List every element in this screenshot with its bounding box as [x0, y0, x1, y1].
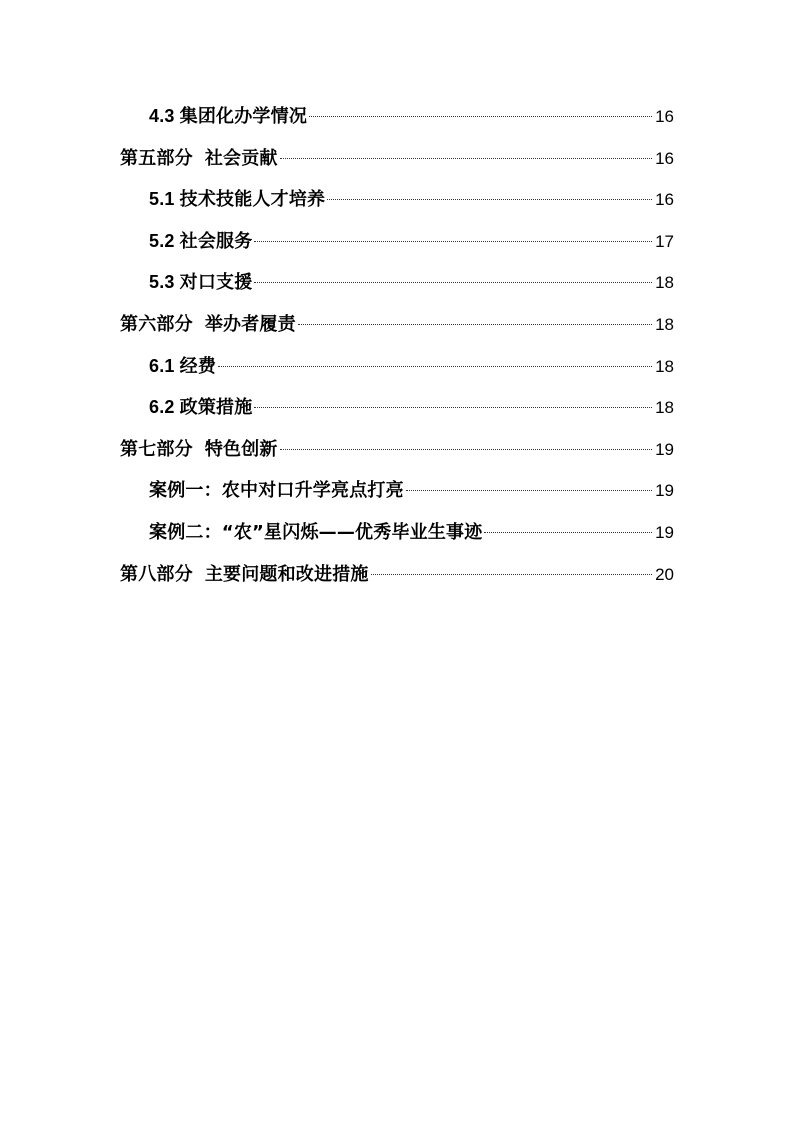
toc-entry-title: [149, 179, 325, 221]
toc-page-number: 16: [655, 190, 674, 210]
toc-entry-5-3[interactable]: [0, 262, 793, 304]
toc-entry-text: 社会贡献: [204, 147, 278, 169]
toc-entry-title: [120, 304, 296, 346]
toc-page-number: 19: [655, 522, 674, 542]
toc-entry-text: 政策措施: [179, 397, 253, 419]
toc-entry-title: [149, 96, 307, 138]
toc-dot-leader: [254, 406, 652, 408]
toc-dot-leader: [254, 240, 652, 242]
toc-page-number: 19: [655, 481, 674, 501]
toc-entry-5-2[interactable]: [0, 221, 793, 263]
toc-entry-title: [149, 470, 404, 512]
toc-dot-leader: [298, 323, 652, 325]
toc-entry-6-1[interactable]: [0, 346, 793, 388]
toc-entry-text: 集团化办学情况: [179, 106, 308, 127]
toc-dot-leader: [327, 198, 652, 200]
toc-part-label: 第八部分: [120, 563, 193, 585]
toc-entry-title: [120, 429, 278, 471]
toc-page-number: 20: [655, 564, 674, 584]
table-of-contents: [0, 96, 793, 595]
toc-entry-title: [149, 262, 252, 304]
toc-entry-title: [149, 221, 252, 263]
toc-entry-text: 特色创新: [204, 438, 278, 460]
toc-dot-leader: [371, 573, 652, 575]
toc-entry-text: 对口支援: [179, 272, 253, 294]
toc-page-number: 19: [655, 439, 674, 459]
toc-entry-text: 案例一：农中对口升学亮点打亮: [149, 480, 404, 502]
toc-entry-text: 案例二：“农”星闪烁——优秀毕业生事迹: [149, 521, 483, 543]
toc-entry-case-1[interactable]: [0, 470, 793, 512]
toc-dot-leader: [280, 157, 652, 159]
toc-entry-text: 举办者履责: [204, 313, 296, 335]
toc-entry-part-5[interactable]: [0, 138, 793, 180]
toc-entry-number: 5.3: [149, 272, 175, 293]
toc-page-number: 18: [655, 273, 674, 293]
toc-dot-leader: [254, 281, 652, 283]
toc-dot-leader: [218, 365, 652, 367]
toc-entry-title: [149, 512, 482, 554]
toc-page-number: 16: [655, 148, 674, 168]
toc-dot-leader: [484, 531, 652, 533]
toc-entry-4-3[interactable]: [0, 96, 793, 138]
toc-entry-part-7[interactable]: [0, 429, 793, 471]
toc-entry-text: 经费: [179, 355, 217, 377]
toc-entry-text: 技术技能人才培养: [179, 189, 326, 211]
toc-entry-case-2[interactable]: [0, 512, 793, 554]
toc-entry-number: 5.2: [149, 230, 175, 251]
toc-entry-6-2[interactable]: [0, 387, 793, 429]
toc-entry-text: 社会服务: [179, 230, 253, 252]
toc-page-number: 18: [655, 314, 674, 334]
toc-entry-part-8[interactable]: [0, 554, 793, 596]
toc-part-label: 第七部分: [120, 438, 193, 460]
toc-entry-text: 主要问题和改进措施: [204, 563, 369, 585]
toc-dot-leader: [309, 115, 652, 117]
toc-dot-leader: [406, 489, 652, 491]
toc-entry-number: 4.3: [149, 106, 175, 126]
toc-part-label: 第五部分: [120, 147, 193, 169]
toc-entry-5-1[interactable]: [0, 179, 793, 221]
toc-page-number: 18: [655, 356, 674, 376]
toc-page-number: 17: [655, 231, 674, 251]
toc-entry-number: 6.1: [149, 355, 175, 376]
toc-page-number: 18: [655, 398, 674, 418]
toc-entry-part-6[interactable]: [0, 304, 793, 346]
toc-entry-title: [120, 138, 278, 180]
toc-page-number: 16: [655, 107, 674, 126]
toc-entry-title: [149, 387, 252, 429]
toc-entry-number: 5.1: [149, 189, 175, 210]
toc-entry-number: 6.2: [149, 397, 175, 418]
toc-entry-title: [120, 554, 369, 596]
toc-entry-title: [149, 346, 216, 388]
toc-dot-leader: [280, 448, 652, 450]
toc-part-label: 第六部分: [120, 313, 193, 335]
